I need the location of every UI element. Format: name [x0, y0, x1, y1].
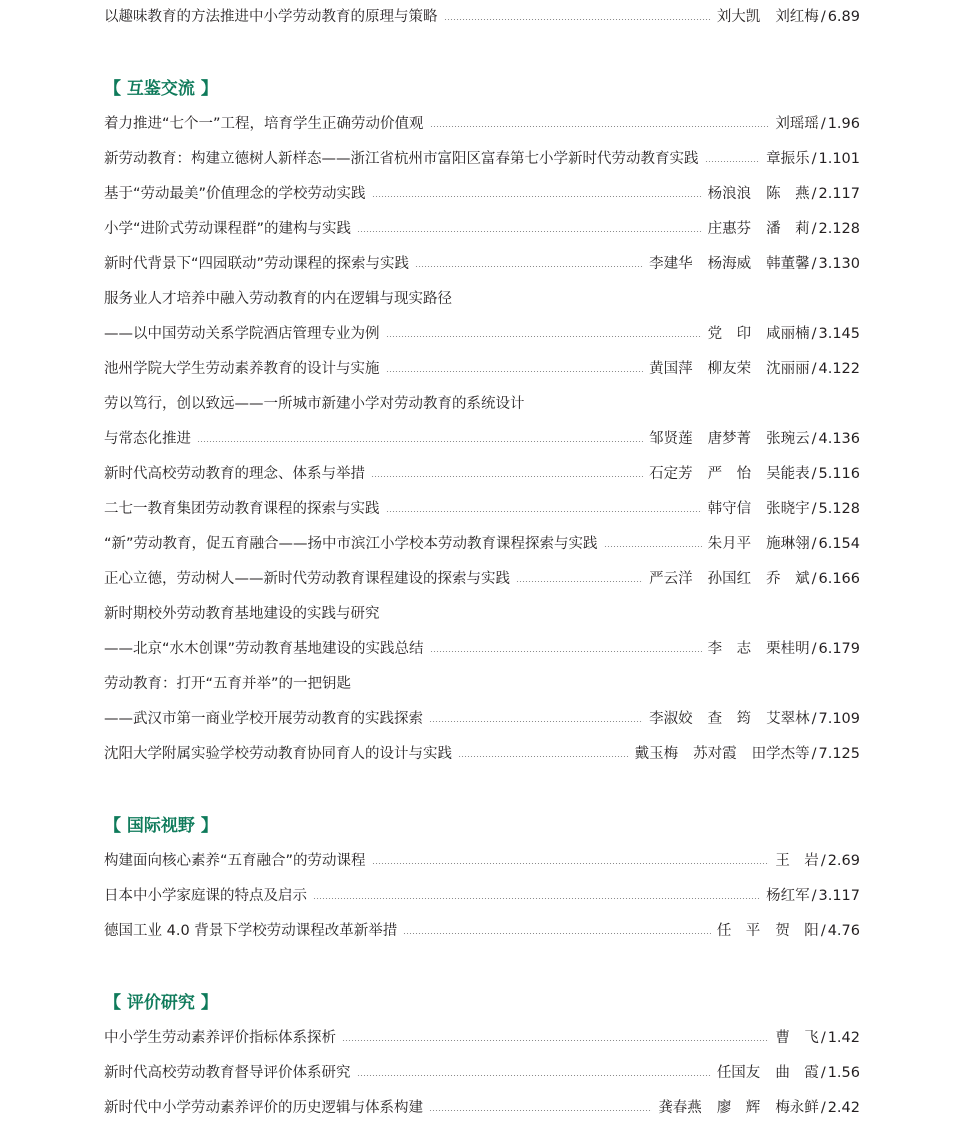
- entry-authors: [708, 492, 810, 527]
- author-name: 庄惠芬: [707, 221, 752, 237]
- dot-leader: [430, 126, 770, 127]
- author-name: 沈丽丽: [766, 361, 810, 377]
- entry-title: 新时代高校劳动教育的理念、体系与举措: [104, 466, 365, 482]
- toc-entry-line[interactable]: [104, 1091, 860, 1126]
- entry-authors: [649, 702, 810, 737]
- entry-title: 二七一教育集团劳动教育课程的探索与实践: [104, 501, 380, 517]
- author-name: 严 怡: [707, 466, 752, 482]
- toc-entry-line[interactable]: [104, 177, 860, 212]
- toc-entry-line[interactable]: [104, 844, 860, 879]
- author-name: 吴能表: [766, 466, 810, 482]
- page-separator: /: [811, 571, 817, 587]
- entry-title: 新劳动教育：构建立德树人新样态——浙江省杭州市富阳区富春第七小学新时代劳动教育实践: [104, 151, 699, 167]
- author-name: 孙国红: [707, 571, 752, 587]
- dot-leader: [357, 231, 702, 232]
- author-name: 邹贤莲: [649, 431, 693, 447]
- entry-title: 着力推进“七个一”工程，培育学生正确劳动价值观: [104, 116, 424, 132]
- page-reference: 2.42: [827, 1100, 860, 1116]
- toc-entry-line[interactable]: [104, 597, 860, 632]
- entry-title: 池州学院大学生劳动素养教育的设计与实施: [104, 361, 380, 377]
- author-name: 李 志: [707, 641, 752, 657]
- author-name: 党 印: [707, 326, 752, 342]
- entry-title: 构建面向核心素养“五育融合”的劳动课程: [104, 853, 366, 869]
- author-name: 张晓宇: [766, 501, 810, 517]
- author-name: 李建华: [649, 256, 693, 272]
- author-name: 严云洋: [649, 571, 693, 587]
- page-separator: /: [820, 923, 826, 939]
- dot-leader: [372, 196, 702, 197]
- entry-title: 服务业人才培养中融入劳动教育的内在逻辑与现实路径: [104, 291, 452, 307]
- page-separator: /: [820, 1065, 826, 1081]
- entry-authors: [708, 177, 810, 212]
- entry-title: 新时期校外劳动教育基地建设的实践与研究: [104, 606, 380, 622]
- page-reference: 2.69: [827, 853, 860, 869]
- dot-leader: [429, 721, 643, 722]
- dot-leader: [386, 336, 702, 337]
- page-separator: /: [811, 888, 817, 904]
- dot-leader: [313, 898, 760, 899]
- entry-title: ——以中国劳动关系学院酒店管理专业为例: [104, 326, 380, 342]
- page-reference: 1.101: [818, 151, 860, 167]
- entry-title: 新时代背景下“四园联动”劳动课程的探索与实践: [104, 256, 410, 272]
- author-name: 田学杰等: [751, 746, 810, 762]
- toc-entry-line[interactable]: [104, 352, 860, 387]
- dot-leader: [357, 1075, 711, 1076]
- toc-entry-line[interactable]: [104, 1021, 860, 1056]
- author-name: 章振乐: [766, 151, 810, 167]
- entry-authors: [708, 527, 810, 562]
- page-separator: /: [811, 151, 817, 167]
- toc-entry-line[interactable]: [104, 247, 860, 282]
- entry-authors: [708, 317, 810, 352]
- section-heading: 【 评价研究 】: [104, 993, 218, 1013]
- entry-authors: [658, 1091, 819, 1126]
- entry-authors: [717, 914, 819, 949]
- toc-entry-line[interactable]: [104, 422, 860, 457]
- entry-authors: [708, 632, 810, 667]
- dot-leader: [705, 161, 761, 162]
- entry-title: 以趣味教育的方法推进中小学劳动教育的原理与策略: [104, 9, 438, 25]
- author-name: 乔 斌: [766, 571, 810, 587]
- toc-entry-line[interactable]: [104, 914, 860, 949]
- page-separator: /: [820, 116, 826, 132]
- entry-title: 日本中小学家庭课的特点及启示: [104, 888, 307, 904]
- page-separator: /: [811, 186, 817, 202]
- toc-entry-line[interactable]: [104, 702, 860, 737]
- dot-leader: [458, 756, 629, 757]
- page-reference: 6.179: [818, 641, 860, 657]
- page-separator: /: [811, 746, 817, 762]
- page-reference: 1.56: [827, 1065, 860, 1081]
- dot-leader: [516, 581, 643, 582]
- toc-entry-line[interactable]: [104, 387, 860, 422]
- toc-entry-line[interactable]: [104, 457, 860, 492]
- page-separator: /: [811, 256, 817, 272]
- table-of-contents: [104, 0, 860, 1126]
- page-separator: /: [811, 221, 817, 237]
- author-name: 柳友荣: [707, 361, 752, 377]
- page-reference: 5.128: [818, 501, 860, 517]
- author-name: 张琬云: [766, 431, 810, 447]
- entry-authors: [717, 0, 819, 35]
- author-name: 潘 莉: [766, 221, 810, 237]
- author-name: 梅永鲜: [775, 1100, 819, 1116]
- entry-title: 新时代中小学劳动素养评价的历史逻辑与体系构建: [104, 1100, 423, 1116]
- page-reference: 1.42: [827, 1030, 860, 1046]
- entry-title: 德国工业 4.0 背景下学校劳动课程改革新举措: [104, 923, 398, 939]
- entry-authors: [717, 1056, 819, 1091]
- author-name: 石定芳: [649, 466, 693, 482]
- entry-authors: [708, 212, 810, 247]
- page-reference: 4.136: [818, 431, 860, 447]
- author-name: 任国友: [716, 1065, 761, 1081]
- entry-authors: [775, 1021, 819, 1056]
- entry-authors: [649, 562, 810, 597]
- toc-entry-line[interactable]: [104, 142, 860, 177]
- entry-title: 劳以笃行，创以致远——一所城市新建小学对劳动教育的系统设计: [104, 396, 525, 412]
- entry-authors: [766, 142, 810, 177]
- section-spacer: [104, 35, 860, 72]
- page-reference: 7.125: [818, 746, 860, 762]
- author-name: 戴玉梅: [634, 746, 679, 762]
- section-heading: 【 互鉴交流 】: [104, 79, 218, 99]
- dot-leader: [372, 863, 770, 864]
- page-reference: 6.154: [818, 536, 860, 552]
- entry-title: 正心立德，劳动树人——新时代劳动教育课程建设的探索与实践: [104, 571, 510, 587]
- entry-title: 中小学生劳动素养评价指标体系探析: [104, 1030, 336, 1046]
- toc-entry-line[interactable]: [104, 667, 860, 702]
- dot-leader: [415, 266, 643, 267]
- page-reference: 3.117: [818, 888, 860, 904]
- author-name: 黄国萍: [649, 361, 693, 377]
- author-name: 栗桂明: [766, 641, 810, 657]
- author-name: 朱月平: [707, 536, 752, 552]
- dot-leader: [371, 476, 643, 477]
- page-separator: /: [811, 711, 817, 727]
- dot-leader: [444, 19, 711, 20]
- page-separator: /: [820, 9, 826, 25]
- entry-title: 劳动教育：打开“五育并举”的一把钥匙: [104, 676, 352, 692]
- page-separator: /: [811, 501, 817, 517]
- entry-title: 与常态化推进: [104, 431, 191, 447]
- dot-leader: [430, 651, 702, 652]
- page-separator: /: [820, 1100, 826, 1116]
- author-name: 施琳翎: [766, 536, 810, 552]
- toc-entry-line[interactable]: [104, 212, 860, 247]
- page-reference: 1.96: [827, 116, 860, 132]
- author-name: 杨红军: [766, 888, 810, 904]
- section-spacer: [104, 949, 860, 986]
- page-reference: 2.128: [818, 221, 860, 237]
- page-separator: /: [811, 466, 817, 482]
- section-heading: 【 国际视野 】: [104, 816, 218, 836]
- toc-entry-line[interactable]: [104, 1056, 860, 1091]
- author-name: 曹 飞: [775, 1030, 819, 1046]
- entry-title: 新时代高校劳动教育督导评价体系研究: [104, 1065, 351, 1081]
- entry-title: “新”劳动教育，促五育融合——扬中市滨江小学校本劳动教育课程探索与实践: [104, 536, 598, 552]
- page-separator: /: [811, 431, 817, 447]
- dot-leader: [429, 1110, 652, 1111]
- page-separator: /: [811, 361, 817, 377]
- author-name: 陈 燕: [766, 186, 810, 202]
- page-separator: /: [820, 853, 826, 869]
- toc-entry-line[interactable]: [104, 562, 860, 597]
- entry-authors: [649, 422, 810, 457]
- page-reference: 2.117: [818, 186, 860, 202]
- dot-leader: [197, 441, 643, 442]
- author-name: 查 筠: [707, 711, 752, 727]
- entry-authors: [649, 352, 810, 387]
- author-name: 杨浪浪: [707, 186, 752, 202]
- author-name: 贺 阳: [775, 923, 819, 939]
- entry-title: 基于“劳动最美”价值理念的学校劳动实践: [104, 186, 366, 202]
- toc-entry-line[interactable]: [104, 879, 860, 914]
- author-name: 李淑姣: [649, 711, 693, 727]
- page-reference: 3.130: [818, 256, 860, 272]
- page-reference: 4.76: [827, 923, 860, 939]
- author-name: 韩守信: [707, 501, 752, 517]
- entry-authors: [635, 737, 810, 772]
- entry-title: 小学“进阶式劳动课程群”的建构与实践: [104, 221, 352, 237]
- author-name: 唐梦菁: [707, 431, 752, 447]
- author-name: 苏对霞: [693, 746, 737, 762]
- dot-leader: [386, 511, 702, 512]
- toc-entry-line[interactable]: [104, 0, 860, 35]
- page-reference: 3.145: [818, 326, 860, 342]
- toc-entry-line[interactable]: [104, 282, 860, 317]
- page-separator: /: [820, 1030, 826, 1046]
- author-name: 艾翠林: [766, 711, 810, 727]
- entry-title: 沈阳大学附属实验学校劳动教育协同育人的设计与实践: [104, 746, 452, 762]
- author-name: 任 平: [716, 923, 761, 939]
- toc-entry-line[interactable]: [104, 737, 860, 772]
- author-name: 韩董馨: [766, 256, 810, 272]
- dot-leader: [403, 933, 711, 934]
- page-separator: /: [811, 641, 817, 657]
- page-reference: 6.166: [818, 571, 860, 587]
- author-name: 刘大凯: [716, 9, 761, 25]
- entry-authors: [766, 879, 810, 914]
- entry-title: ——武汉市第一商业学校开展劳动教育的实践探索: [104, 711, 423, 727]
- dot-leader: [342, 1040, 769, 1041]
- author-name: 王 岩: [775, 853, 819, 869]
- toc-entry-line[interactable]: [104, 492, 860, 527]
- author-name: 杨海威: [707, 256, 752, 272]
- entry-authors: [775, 844, 819, 879]
- page-separator: /: [811, 326, 817, 342]
- author-name: 刘红梅: [775, 9, 819, 25]
- dot-leader: [604, 546, 702, 547]
- toc-entry-line[interactable]: [104, 632, 860, 667]
- page-reference: 5.116: [818, 466, 860, 482]
- page-separator: /: [811, 536, 817, 552]
- dot-leader: [386, 371, 644, 372]
- author-name: 曲 霞: [775, 1065, 819, 1081]
- page-reference: 7.109: [818, 711, 860, 727]
- author-name: 廖 辉: [716, 1100, 761, 1116]
- page-reference: 6.89: [827, 9, 860, 25]
- section-spacer: [104, 772, 860, 809]
- toc-entry-line[interactable]: [104, 527, 860, 562]
- entry-authors: [649, 247, 810, 282]
- author-name: 龚春燕: [658, 1100, 702, 1116]
- toc-entry-line[interactable]: [104, 317, 860, 352]
- entry-title: ——北京“水木创课”劳动教育基地建设的实践总结: [104, 641, 424, 657]
- page-reference: 4.122: [818, 361, 860, 377]
- toc-entry-line[interactable]: [104, 107, 860, 142]
- author-name: 咸丽楠: [766, 326, 810, 342]
- entry-authors: [649, 457, 810, 492]
- author-name: 刘瑶瑶: [775, 116, 819, 132]
- entry-authors: [775, 107, 819, 142]
